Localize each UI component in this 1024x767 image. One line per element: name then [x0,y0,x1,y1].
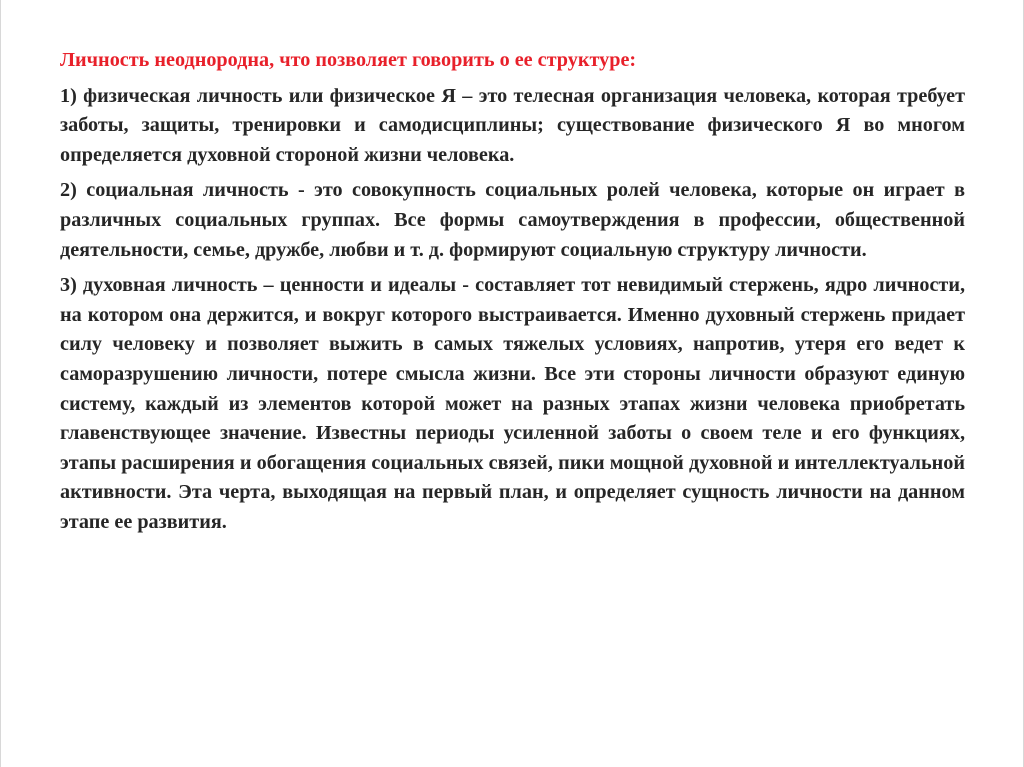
slide-content [60,46,965,544]
paragraph-physical-self: 1) физическая личность или физическое Я – это телесная организация человека, которая требует заботы, защиты, тренировки и самодисциплины; существование физического Я во многом определяется духовной стороной жизни человека. [60,84,965,166]
paragraph-social-self: 2) социальная личность - это совокупность социальных ролей человека, которые он играет в различных социальных группах. Все формы самоутверждения в профессии, общественной деятельности, семье, дружбе, любви и т. д. формируют социальную структуру личности. [60,179,965,261]
paragraph-spiritual-self: 3) духовная личность – ценности и идеалы - составляет тот невидимый стержень, ядро личности, на котором она держится, и вокруг которого выстраивается. Именно духовный стержень придает силу человеку и позволяет выжить в самых тяжелых условиях, напротив, утеря его ведет к саморазрушению личности, потере смысла жизни. Все эти стороны личности образуют единую систему, каждый из элементов которой может на разных этапах жизни человека приобретать главенствующее значение. Известны периоды усиленной заботы о своем теле и его функциях, этапы расширения и обогащения социальных связей, пики мощной духовной и интеллектуальной активности. Эта черта, выходящая на первый план, и определяет сущность личности на данном этапе ее развития. [60,274,965,533]
slide-heading: Личность неоднородна, что позволяет говорить о ее структуре: [60,49,637,71]
